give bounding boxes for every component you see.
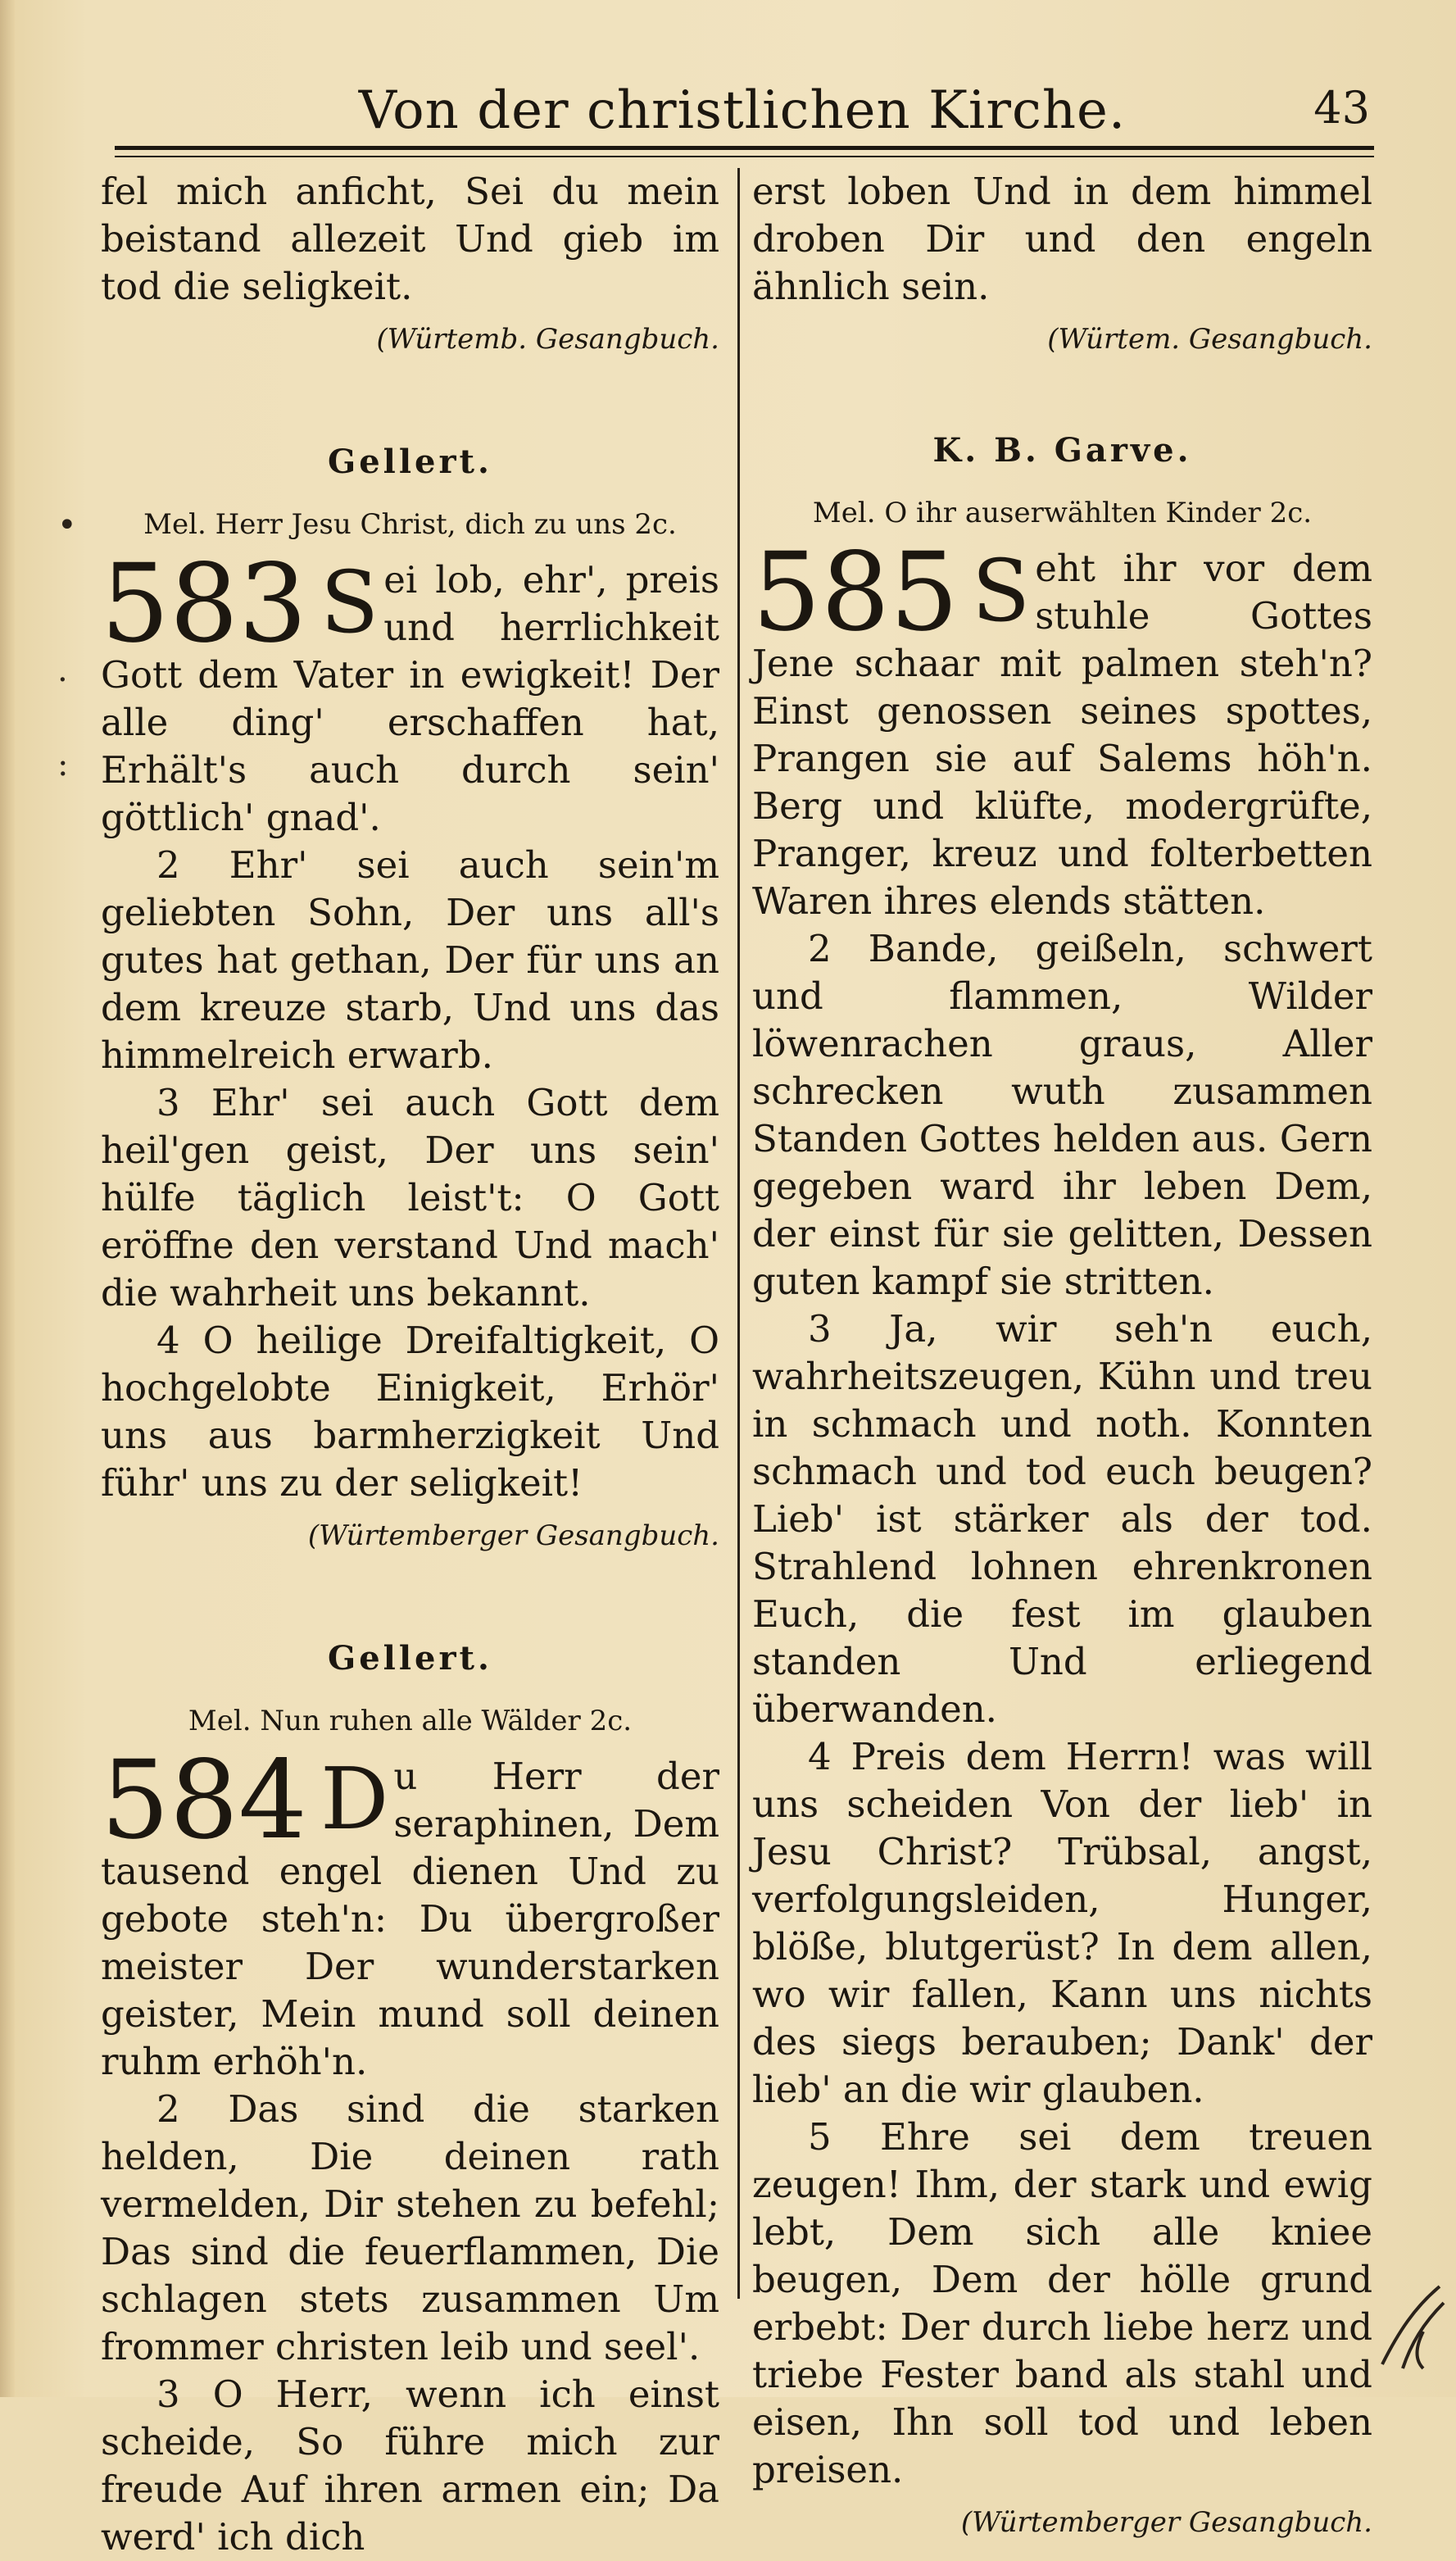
hymn-number: 584	[101, 1737, 307, 1864]
verse-2: 2 Ehr' sei auch sein'm geliebten Sohn, Der uns all's gutes hat gethan, Der für uns an dem kreuze starb, Und uns das himmelreich erwarb.	[101, 843, 719, 1077]
source-citation: (Würtem. Gesangbuch.	[1047, 323, 1372, 356]
drop-initial: S	[971, 541, 1031, 641]
left-column	[101, 168, 719, 2561]
verse-1: eht ihr vor dem stuhle Gottes Jene schaar mit palmen steh'n? Einst genossen seines spottes, Prangen sie auf Salems höh'n. Berg und klüfte, modergrüfte, Pranger, kreuz und folterbetten Waren ihres elends stätten.	[752, 547, 1372, 923]
hymn-melody: Mel. Herr Jesu Christ, dich zu uns 2c.	[143, 508, 677, 541]
hymn-585	[752, 529, 1372, 2546]
verse-4: 4 Preis dem Herrn! was will uns scheiden Von der lieb' in Jesu Christ? Trübsal, angst, verfolgungsleiden, Hunger, blöße, blutgerüst? In dem allen, wo wir fallen, Kann uns nichts des siegs berauben; Dank' der lieb' an die wir glauben.	[752, 1735, 1372, 2111]
verse-4: 4 O heilige Dreifaltigkeit, O hochgelobte Einigkeit, Erhör' uns aus barmherzigkeit Und führ' uns zu der seligkeit!	[101, 1319, 719, 1505]
page-curl-ornament	[1366, 2282, 1448, 2373]
hymn-continuation-text: erst loben Und in dem himmel droben Dir und den engeln ähnlich sein.	[752, 170, 1372, 308]
drop-initial: D	[320, 1749, 389, 1849]
header-rule-thick	[115, 146, 1374, 150]
verse-3: 3 Ja, wir seh'n euch, wahrheitszeugen, Kühn und treu in schmach und noth. Konnten schmach und tod euch beugen? Lieb' ist stärker als der tod. Strahlend lohnen ehrenkronen Euch, die fest im glauben standen Und erliegend überwanden.	[752, 1307, 1372, 1731]
source-citation: (Würtemb. Gesangbuch.	[376, 323, 719, 356]
verse-3: 3 O Herr, wenn ich einst scheide, So führe mich zur freude Auf ihren armen ein; Da werd' ich dich	[101, 2373, 719, 2559]
verse-2: 2 Bande, geißeln, schwert und flammen, Wilder löwenrachen graus, Aller schrecken wuth zusammen Standen Gottes helden aus. Gern gegeben ward ihr leben Dem, der einst für sie gelitten, Dessen guten kampf sie stritten.	[752, 927, 1372, 1303]
margin-dot-mark: :	[57, 746, 69, 783]
header-rule-thin	[115, 156, 1374, 157]
page-number: 43	[1313, 82, 1370, 134]
page-header	[107, 66, 1378, 156]
column-divider	[737, 168, 740, 2299]
hymn-584	[101, 1737, 719, 2561]
verse-2: 2 Das sind die starken helden, Die deinen rath vermelden, Dir stehen zu befehl; Das sind die feuerflammen, Die schlagen stets zusammen Um frommer christen leib und seel'.	[101, 2087, 719, 2368]
running-title: Von der christlichen Kirche.	[358, 80, 1127, 141]
hymn-author: K. B. Garve.	[932, 431, 1192, 470]
source-citation: (Würtemberger Gesangbuch.	[960, 2506, 1372, 2539]
verse-1: u Herr der seraphinen, Dem tausend engel dienen Und zu gebote steh'n: Du übergroßer meister Der wunderstarken geister, Mein mund soll deinen ruhm erhöh'n.	[101, 1755, 719, 2083]
verse-5: 5 Ehre sei dem treuen zeugen! Ihm, der stark und ewig lebt, Dem sich alle kniee beugen, Dem der hölle grund erbebt: Der durch liebe herz und triebe Fester band als stahl und eisen, Ihn soll tod und leben preisen.	[752, 2115, 1372, 2491]
hymn-continuation-text: fel mich anficht, Sei du mein beistand allezeit Und gieb im tod die seligkeit.	[101, 170, 719, 308]
page-edge	[0, 0, 15, 2397]
source-citation: (Würtemberger Gesangbuch.	[307, 1519, 719, 1552]
verse-3: 3 Ehr' sei auch Gott dem heil'gen geist, Der uns sein' hülfe täglich leist't: O Gott eröffne den verstand Und mach' die wahrheit uns bekannt.	[101, 1081, 719, 1315]
hymn-melody: Mel. Nun ruhen alle Wälder 2c.	[188, 1705, 633, 1737]
hymn-melody: Mel. O ihr auserwählten Kinder 2c.	[812, 497, 1313, 529]
hymn-583	[101, 541, 719, 1560]
hymn-number: 583	[101, 541, 307, 667]
hymn-author: Gellert.	[328, 1639, 492, 1678]
margin-dot-mark: .	[57, 652, 68, 689]
hymn-number: 585	[752, 529, 959, 656]
drop-initial: S	[320, 552, 379, 652]
verse-1: ei lob, ehr', preis und herrlichkeit Gott dem Vater in ewigkeit! Der alle ding' erschaffen hat, Erhält's auch durch sein' göttlich' gnad'.	[101, 558, 719, 839]
right-column	[752, 168, 1372, 2546]
margin-dot-mark: •	[57, 506, 77, 544]
hymn-author: Gellert.	[328, 443, 492, 481]
